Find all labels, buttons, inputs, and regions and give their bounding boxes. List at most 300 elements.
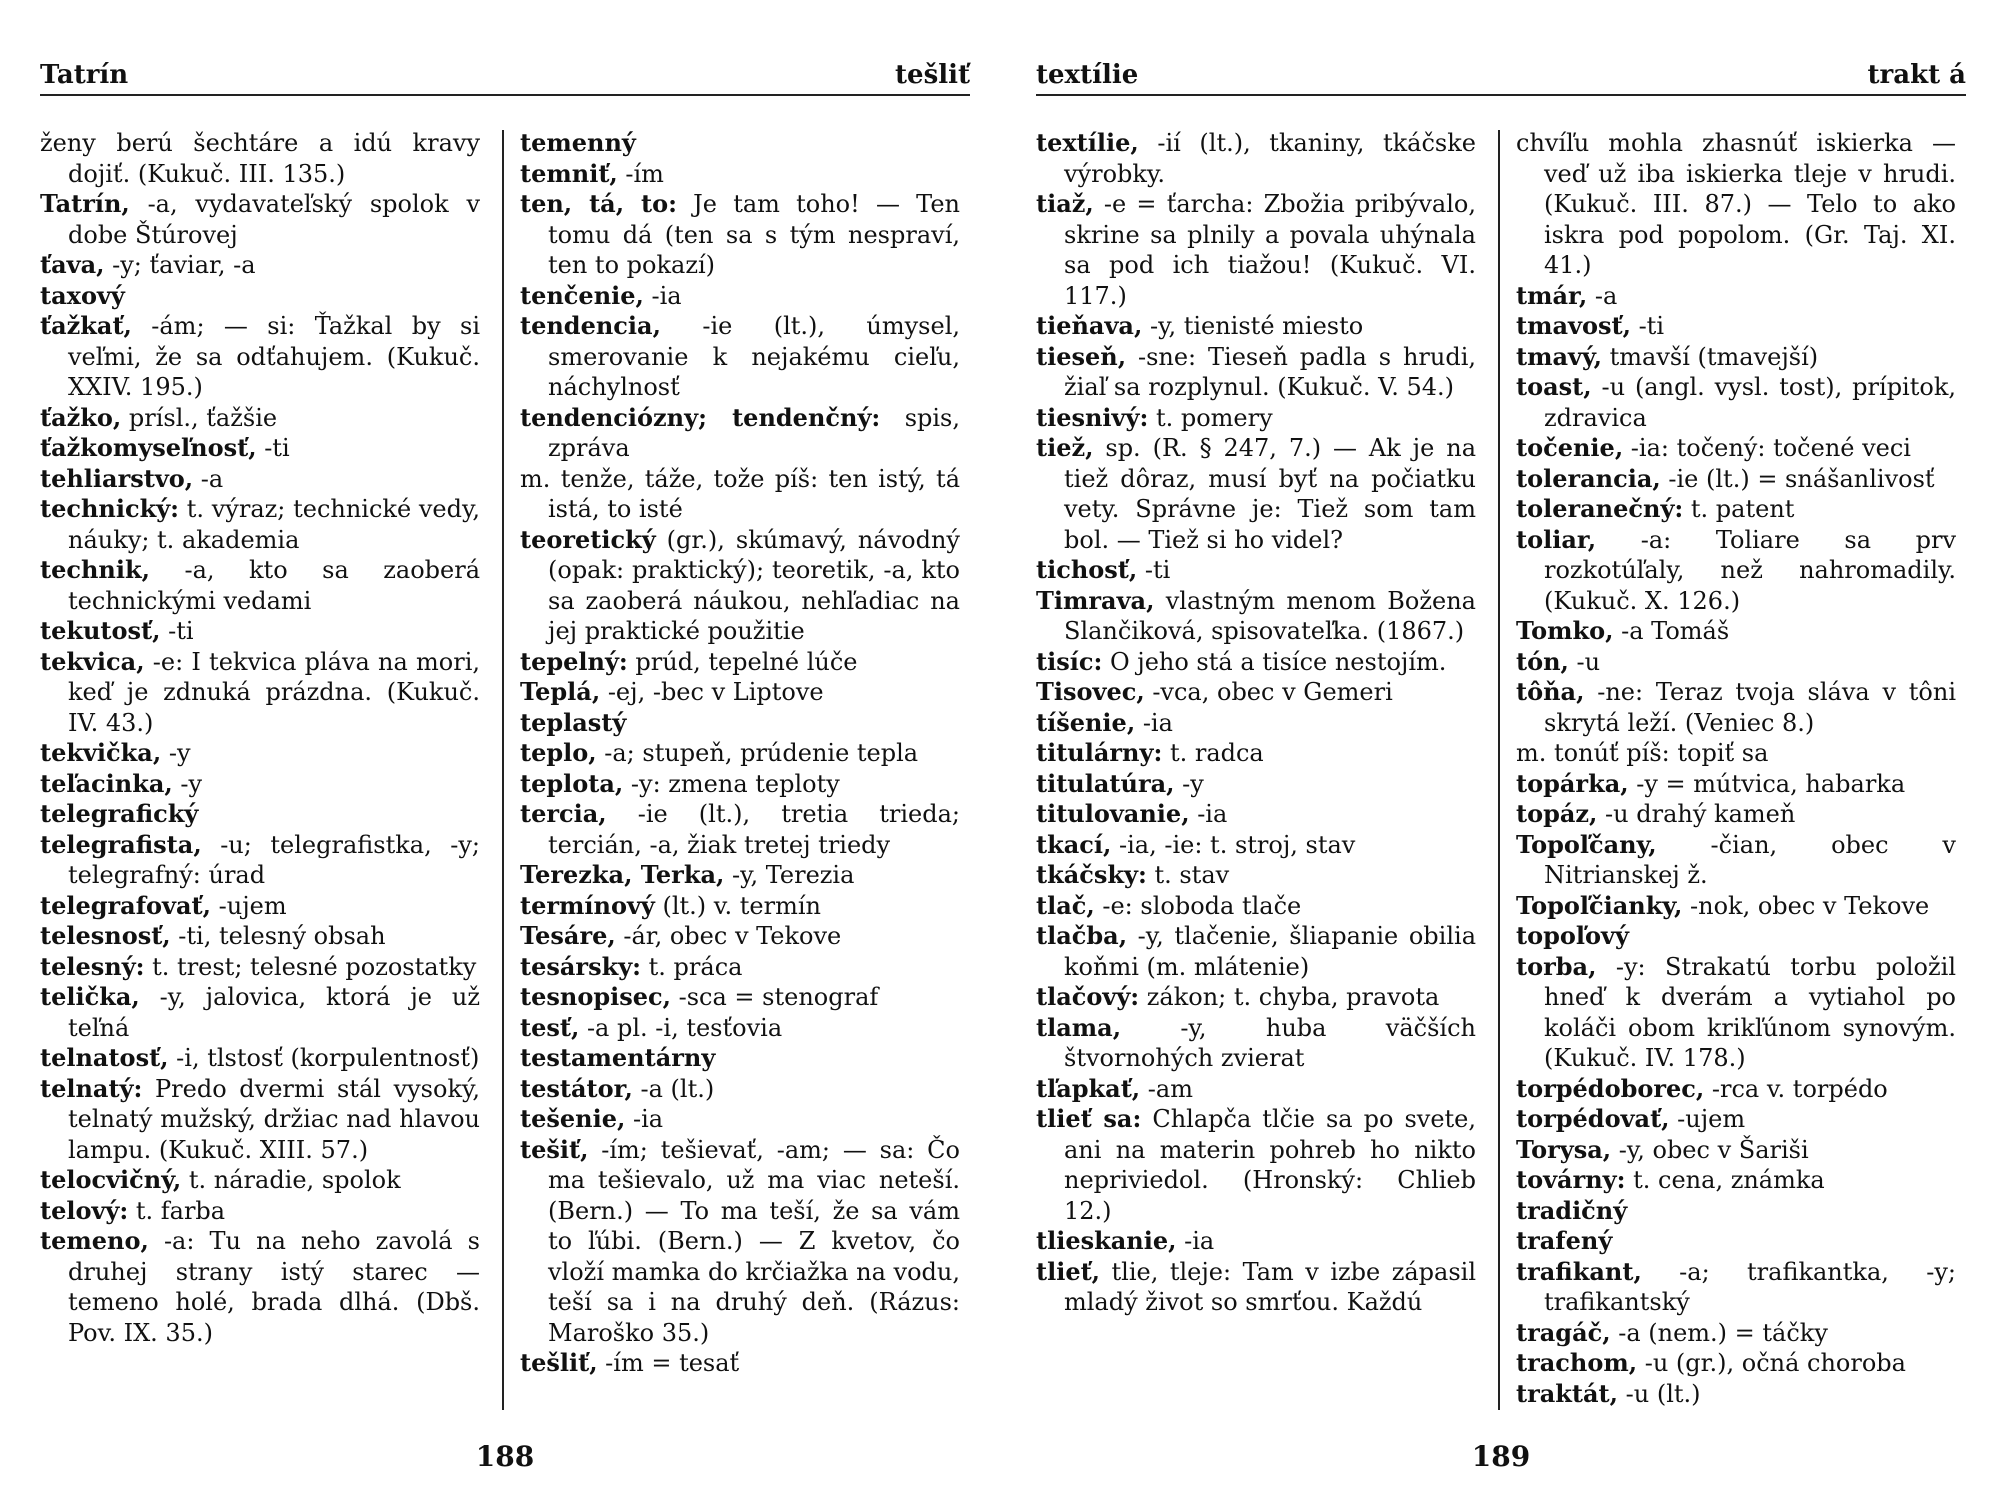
entry-definition: -y = mútvica, habarka [1628,769,1906,798]
dictionary-entry [1036,647,1476,678]
entry-definition: -u (lt.) [1618,1379,1701,1408]
entry-headword: tiaž, [1036,189,1094,218]
entry-headword: toliar, [1516,524,1597,554]
entry-headword: Tesáre, [520,921,616,950]
entry-headword: testátor, [520,1073,633,1103]
dictionary-entry [1516,1104,1956,1135]
entry-definition: -e = ťarcha: Zbožia pribývalo, skrine sa plnily a povala uhýnala sa pod ich tiažou! (Kukuč. VI. 117.) [1064,190,1476,310]
entry-definition: -y, obec v Šariši [1611,1135,1809,1164]
dictionary-entry [1516,1165,1956,1196]
entry-headword: tepelný: [520,646,628,676]
entry-definition: Je tam toho! — Ten tomu dá (ten sa s tým nespraví, ten to pokazí) [548,190,960,279]
left-column-2 [520,128,960,1379]
dictionary-entry [1516,799,1956,830]
entry-definition: -ia: točený: točené veci [1623,434,1911,462]
dictionary-entry [1036,860,1476,891]
entry-definition: zákon; t. chyba, pravota [1139,983,1440,1011]
entry-headword: torba, [1516,951,1597,981]
dictionary-entry [1036,128,1476,189]
entry-headword: telocvičný, [40,1165,182,1194]
entry-headword: tercia, [520,799,607,828]
entry-definition: t. práca [641,952,743,981]
entry-definition: -vca, obec v Gemeri [1144,678,1393,706]
entry-headword: Timrava, [1036,585,1155,615]
dictionary-entry [1036,982,1476,1013]
entry-definition: t. trest; telesné pozostatky [144,952,477,981]
dictionary-entry [1516,433,1956,464]
entry-headword: ťažkať, [40,311,132,340]
entry-definition: vlastným menom Božena Slančiková, spisovateľka. (1867.) [1064,586,1476,645]
dictionary-entry [520,311,960,403]
entry-headword: trafený [1516,1226,1613,1255]
dictionary-entry [40,616,480,647]
dictionary-entry [40,769,480,800]
entry-definition: -ia, -ie: t. stroj, stav [1111,830,1356,859]
header-last-entry: tešliť [895,60,970,90]
entry-definition: t. radca [1162,739,1264,767]
entry-headword: tlama, [1036,1012,1122,1042]
dictionary-entry [1036,769,1476,800]
entry-definition: -u (gr.), očná choroba [1637,1349,1906,1377]
entry-headword: tekvička, [40,738,162,767]
entry-headword: tmár, [1516,280,1588,310]
entry-headword: tiesnivý: [1036,402,1149,432]
entry-definition: -a (nem.) = táčky [1610,1318,1828,1347]
entry-headword: tón, [1516,646,1569,676]
dictionary-entry [520,677,960,708]
entry-headword: textílie, [1036,128,1139,157]
entry-definition: -a (lt.) [632,1074,715,1103]
entry-headword: tlieť sa: [1036,1104,1142,1133]
dictionary-entry [40,982,480,1043]
entry-headword: tlieť, [1036,1256,1101,1286]
entry-definition: -a: Toliare sa prv rozkotúľaly, než nahromadily. (Kukuč. X. 126.) [1544,525,1956,615]
entry-definition: -ej, -bec v Liptove [600,678,824,706]
dictionary-entry [520,982,960,1013]
dictionary-entry [1516,952,1956,1074]
entry-definition: -sne: Tieseň padla s hrudi, žiaľ sa rozplynul. (Kukuč. V. 54.) [1064,342,1476,401]
dictionary-entry [520,1348,960,1379]
entry-definition: -a [1587,281,1618,310]
dictionary-entry [1516,128,1956,281]
entry-headword: tlačový: [1036,982,1140,1011]
entry-headword: teplota, [520,768,624,798]
entry-headword: teoretický [520,524,656,554]
entry-definition: t. farba [128,1196,226,1225]
dictionary-entry [520,1013,960,1044]
entry-definition: sp. (R. § 247, 7.) — Ak je na tiež dôraz, musí byť na počiatku vety. Správne je: Tiež som tam bol. — Tiež si ho videl? [1064,434,1476,554]
entry-headword: točenie, [1516,433,1624,462]
entry-headword: termínový [520,890,655,920]
entry-definition: -ím [617,159,664,188]
dictionary-entry [40,1074,480,1166]
entry-definition: ženy berú šechtáre a idú kravy dojiť. (Kukuč. III. 135.) [40,129,480,188]
right-column-1 [1036,128,1476,1318]
entry-definition: -ti [1630,312,1664,340]
entry-headword: telesný: [40,951,145,981]
dictionary-entry [40,891,480,922]
entry-definition: -ím = tesať [597,1349,740,1377]
entry-headword: technik, [40,555,150,584]
entry-headword: tíšenie, [1036,707,1136,737]
dictionary-entry [1516,616,1956,647]
entry-headword: Tomko, [1516,616,1614,645]
dictionary-entry [1036,799,1476,830]
entry-headword: tlač, [1036,890,1095,920]
entry-definition: -y, jalovica, ktorá je už teľná [68,983,480,1042]
dictionary-entry [40,494,480,555]
entry-definition: -e: I tekvica pláva na mori, keď je zdnuká prázdna. (Kukuč. IV. 43.) [68,647,480,737]
dictionary-entry [1036,677,1476,708]
entry-definition: -ti [160,617,194,645]
entry-definition: -y; ťaviar, -a [104,251,256,279]
entry-definition: -ár, obec v Tekove [615,922,842,950]
dictionary-entry [520,189,960,281]
entry-headword: tenčenie, [520,280,644,310]
entry-headword: teplo, [520,738,597,767]
entry-headword: tehliarstvo, [40,463,194,493]
entry-definition: Chlapča tlčie sa po svete, ani na materin pohreb ho nikto nepriviedol. (Hronský: Chlieb 12.) [1064,1105,1476,1225]
entry-headword: topárka, [1516,768,1629,798]
left-column-1 [40,128,480,1348]
dictionary-entry [1036,830,1476,861]
dictionary-entry [1516,647,1956,678]
entry-definition: O jeho stá a tisíce nestojím. [1102,647,1447,676]
dictionary-entry [1516,677,1956,738]
dictionary-entry [40,738,480,769]
entry-definition: -y [172,769,203,798]
entry-headword: torpédovať, [1516,1104,1670,1133]
column-divider [1498,130,1500,1410]
entry-definition: spis, zpráva [548,403,960,462]
dictionary-entry [1516,311,1956,342]
column-divider [502,130,504,1410]
entry-definition: -ia [1135,708,1173,737]
entry-definition: -ie (lt.), úmysel, smerovanie k nejakému cieľu, náchylnosť [548,312,960,401]
entry-definition: chvíľu mohla zhasnúť iskierka — veď už iba iskierka tleje v hrudi. (Kukuč. III. 87.) — Telo to ako iskra pod popolom. (Gr. Taj. XI. 41.) [1516,129,1956,279]
dictionary-entry [1516,342,1956,373]
dictionary-entry [520,799,960,860]
entry-headword: tešenie, [520,1104,626,1133]
entry-headword: ten, tá, to: [520,189,677,218]
entry-definition: -a, vydavateľský spolok v dobe Štúrovej [68,190,480,249]
entry-definition: -i, tlstosť (korpulentnosť) [168,1044,480,1072]
entry-headword: telegrafista, [40,829,202,859]
entry-definition: -u [1568,647,1601,676]
dictionary-entry [520,1074,960,1105]
entry-definition: -a, kto sa zaoberá technickými vedami [68,556,480,615]
entry-definition: -ia [1189,800,1228,828]
dictionary-entry [1036,433,1476,555]
entry-headword: testamentárny [520,1043,716,1072]
entry-headword: tragáč, [1516,1317,1611,1347]
dictionary-entry [40,250,480,281]
dictionary-entry [520,525,960,647]
entry-headword: torpédoborec, [1516,1073,1705,1103]
entry-definition: -ujem [211,891,287,920]
entry-definition: tlie, tleje: Tam v izbe zápasil mladý život so smrťou. Každú [1064,1257,1476,1316]
entry-definition: -ne: Teraz tvoja sláva v tôni skrytá leží. (Veniec 8.) [1544,678,1956,737]
entry-definition: -u (angl. vysl. tost), prípitok, zdravica [1544,373,1956,432]
entry-definition: -ím; tešievať, -am; — sa: Čo ma tešievalo, už ma viac neteší. (Bern.) — To ma teší, že sa vám to ľúbi. (Bern.) — Z kvetov, čo vloží mamka do krčiažka na vodu, teší sa i na druhý deň. (Rázus: Maroško 35.) [548,1135,960,1347]
entry-headword: tesnopisec, [520,982,671,1011]
entry-definition: -ujem [1669,1105,1746,1133]
dictionary-entry [40,189,480,250]
entry-definition: m. tenže, táže, tože píš: ten istý, tá istá, to isté [520,464,960,523]
entry-definition: -nok, obec v Tekove [1682,891,1930,920]
dictionary-entry [1516,1226,1956,1257]
dictionary-entry [520,128,960,159]
dictionary-entry [1036,891,1476,922]
dictionary-entry [520,1043,960,1074]
dictionary-entry [520,1104,960,1135]
running-head-right [1036,56,1966,96]
entry-headword: tieseň, [1036,341,1127,371]
entry-definition: -y, huba väčších štvornohých zvierat [1064,1013,1476,1072]
dictionary-entry [1516,1379,1956,1410]
dictionary-entry [520,952,960,983]
dictionary-entry [1036,403,1476,434]
dictionary-entry [1036,342,1476,403]
header-first-entry: Tatrín [40,60,129,90]
entry-headword: teplastý [520,707,627,737]
dictionary-entry [1516,891,1956,922]
dictionary-entry [1516,1135,1956,1166]
dictionary-entry [520,769,960,800]
entry-definition: -sca = stenograf [670,983,879,1011]
entry-headword: teľacinka, [40,768,173,798]
dictionary-entry [40,1165,480,1196]
entry-headword: topáz, [1516,799,1598,828]
entry-headword: Topoľčany, [1516,829,1657,859]
entry-headword: technický: [40,494,180,523]
entry-definition: t. patent [1683,495,1795,523]
entry-headword: telový: [40,1195,129,1225]
entry-headword: tekvica, [40,646,145,676]
dictionary-entry [520,403,960,464]
entry-headword: titulatúra, [1036,768,1175,798]
entry-definition: prúd, tepelné lúče [627,647,858,676]
entry-definition: (gr.), skúmavý, návodný (opak: praktický); teoretik, -a, kto sa zaoberá náukou, nehľadiac na jej praktické použitie [548,525,960,645]
entry-headword: tendenciózny; tendenčný: [520,402,881,432]
entry-headword: telnatosť, [40,1043,169,1072]
dictionary-entry [1516,921,1956,952]
entry-definition: -u; telegrafistka, -y; telegrafný: úrad [68,830,480,889]
entry-headword: továrny: [1516,1165,1626,1194]
header-last-entry: trakt á [1867,60,1966,90]
entry-headword: trachom, [1516,1348,1638,1377]
entry-definition: -y: Strakatú torbu položil hneď k dverám a vytiahol po koláči obom krikľúnom synovým. (Kukuč. IV. 178.) [1544,952,1956,1072]
dictionary-entry [1516,738,1956,769]
page-number: 188 [475,1440,535,1473]
entry-definition: -a Tomáš [1613,617,1730,645]
dictionary-entry [40,647,480,739]
dictionary-entry [40,799,480,830]
dictionary-entry [520,1135,960,1349]
entry-headword: ťava, [40,250,105,279]
entry-headword: titulovanie, [1036,799,1190,828]
entry-definition: -ia [625,1105,664,1133]
entry-headword: tôňa, [1516,677,1585,706]
entry-headword: telegrafovať, [40,890,211,920]
dictionary-entry [40,403,480,434]
entry-definition: -y: zmena teploty [623,769,840,798]
entry-headword: Tatrín, [40,189,130,218]
entry-headword: trafikant, [1516,1256,1642,1286]
entry-headword: telesnosť, [40,921,171,950]
entry-definition: -čian, obec v Nitrianskej ž. [1544,830,1956,889]
entry-definition: -ia [1176,1227,1215,1255]
dictionary-entry [1516,494,1956,525]
entry-definition: t. náradie, spolok [181,1166,401,1194]
dictionary-entry [1516,464,1956,495]
dictionary-entry [1516,525,1956,617]
entry-headword: ťažko, [40,402,122,432]
entry-headword: Terezka, Terka, [520,860,725,889]
dictionary-entry [1036,1074,1476,1105]
entry-headword: tmavosť, [1516,311,1631,340]
entry-definition: -y, tienisté miesto [1142,312,1364,340]
running-head-left [40,56,970,96]
entry-headword: toleranečný: [1516,494,1684,523]
entry-definition: t. pomery [1148,403,1273,432]
entry-definition: -a; stupeň, prúdenie tepla [596,739,919,767]
entry-headword: tešliť, [520,1348,598,1377]
entry-definition: t. výraz; technické vedy, náuky; t. akademia [68,495,480,554]
dictionary-entry [1036,708,1476,739]
dictionary-entry [40,1043,480,1074]
entry-headword: topoľový [1516,921,1629,950]
dictionary-entry [1516,1196,1956,1227]
entry-definition: -a: Tu na neho zavolá s druhej strany istý starec — temeno holé, brada dlhá. (Dbš. Pov. IX. 35.) [68,1227,480,1347]
entry-headword: tľapkať, [1036,1073,1141,1103]
dictionary-entry [520,860,960,891]
entry-headword: tesársky: [520,951,642,981]
dictionary-entry [40,921,480,952]
entry-definition: prísl., ťažšie [121,403,278,432]
entry-headword: taxový [40,280,125,310]
header-first-entry: textílie [1036,60,1139,90]
dictionary-entry [1516,1074,1956,1105]
entry-headword: ťažkomyseľnosť, [40,433,257,462]
entry-headword: temniť, [520,158,618,188]
entry-definition: (lt.) v. termín [654,891,821,920]
entry-definition: -ti, telesný obsah [170,922,386,950]
entry-definition: -y [1174,769,1204,798]
dictionary-entry [1516,830,1956,891]
page-number: 189 [1471,1440,1531,1473]
right-page [1036,0,1966,1500]
entry-definition: Predo dvermi stál vysoký, telnatý mužský, držiac nad hlavou lampu. (Kukuč. XIII. 57.) [68,1074,480,1164]
entry-headword: telička, [40,982,140,1011]
entry-definition: -a; trafikantka, -y; trafikantský [1544,1257,1956,1316]
entry-definition: -y [161,739,191,767]
entry-headword: tradičný [1516,1195,1628,1225]
entry-headword: tešiť, [520,1134,589,1164]
entry-headword: tendencia, [520,311,661,340]
dictionary-entry [1036,311,1476,342]
entry-definition: -ti [1137,556,1171,584]
dictionary-entry [1516,769,1956,800]
dictionary-entry [520,281,960,312]
entry-definition: -e: sloboda tlače [1094,891,1302,920]
entry-definition: -rca v. torpédo [1704,1074,1888,1103]
entry-headword: traktát, [1516,1378,1618,1408]
dictionary-entry [1036,921,1476,982]
entry-headword: tmavý, [1516,341,1602,371]
entry-headword: tlačba, [1036,921,1128,950]
entry-headword: tkací, [1036,829,1112,859]
entry-headword: tesť, [520,1012,580,1042]
dictionary-entry [40,128,480,189]
entry-headword: Torysa, [1516,1134,1612,1164]
entry-definition: -ie (lt.), tretia trieda; tercián, -a, žiak tretej triedy [548,800,960,859]
dictionary-entry [1516,1257,1956,1318]
entry-headword: tkáčsky: [1036,860,1147,889]
entry-definition: -ií (lt.), tkaniny, tkáčske výrobky. [1064,129,1476,188]
dictionary-entry [1036,1104,1476,1226]
entry-headword: Teplá, [520,677,601,706]
dictionary-entry [1036,555,1476,586]
dictionary-entry [1516,372,1956,433]
dictionary-entry [40,952,480,983]
entry-headword: toast, [1516,372,1592,401]
entry-definition: -ie (lt.) = snášanlivosť [1660,464,1935,493]
entry-headword: telnatý: [40,1073,143,1103]
entry-headword: Topoľčianky, [1516,890,1683,920]
entry-headword: titulárny: [1036,738,1163,767]
entry-headword: telegrafický [40,799,199,828]
entry-definition: t. stav [1146,861,1230,889]
dictionary-entry [40,281,480,312]
entry-definition: -ám; — si: Ťažkal by si veľmi, že sa odťahujem. (Kukuč. XXIV. 195.) [68,312,480,401]
right-column-2 [1516,128,1956,1409]
dictionary-entry [1036,738,1476,769]
dictionary-entry [1036,1257,1476,1318]
entry-definition: -ti [256,434,290,462]
dictionary-entry [40,830,480,891]
entry-definition: tmavší (tmavejší) [1601,342,1819,371]
entry-definition: -am [1140,1074,1193,1103]
dictionary-entry [40,311,480,403]
dictionary-entry [40,464,480,495]
dictionary-entry [1036,586,1476,647]
entry-headword: tlieskanie, [1036,1226,1177,1255]
dictionary-entry [1516,1318,1956,1349]
entry-definition: -y, tlačenie, šliapanie obilia koňmi (m. mlátenie) [1064,922,1476,981]
entry-headword: Tisovec, [1036,677,1145,706]
entry-definition: -y, Terezia [724,861,855,889]
entry-definition: m. tonúť píš: topiť sa [1516,739,1769,767]
entry-definition: -ia [643,281,682,310]
entry-headword: temenný [520,128,636,157]
dictionary-entry [1036,1013,1476,1074]
dictionary-entry [520,708,960,739]
entry-headword: tiež, [1036,433,1094,462]
entry-headword: tekutosť, [40,616,161,645]
dictionary-entry [520,891,960,922]
dictionary-entry [1516,1348,1956,1379]
entry-definition: t. cena, známka [1625,1166,1825,1194]
entry-headword: tichosť, [1036,555,1138,584]
dictionary-entry [40,433,480,464]
entry-headword: tieňava, [1036,311,1143,340]
left-page [40,0,970,1500]
dictionary-entry [520,464,960,525]
dictionary-entry [520,738,960,769]
dictionary-entry [520,647,960,678]
entry-definition: -u drahý kameň [1597,800,1796,828]
